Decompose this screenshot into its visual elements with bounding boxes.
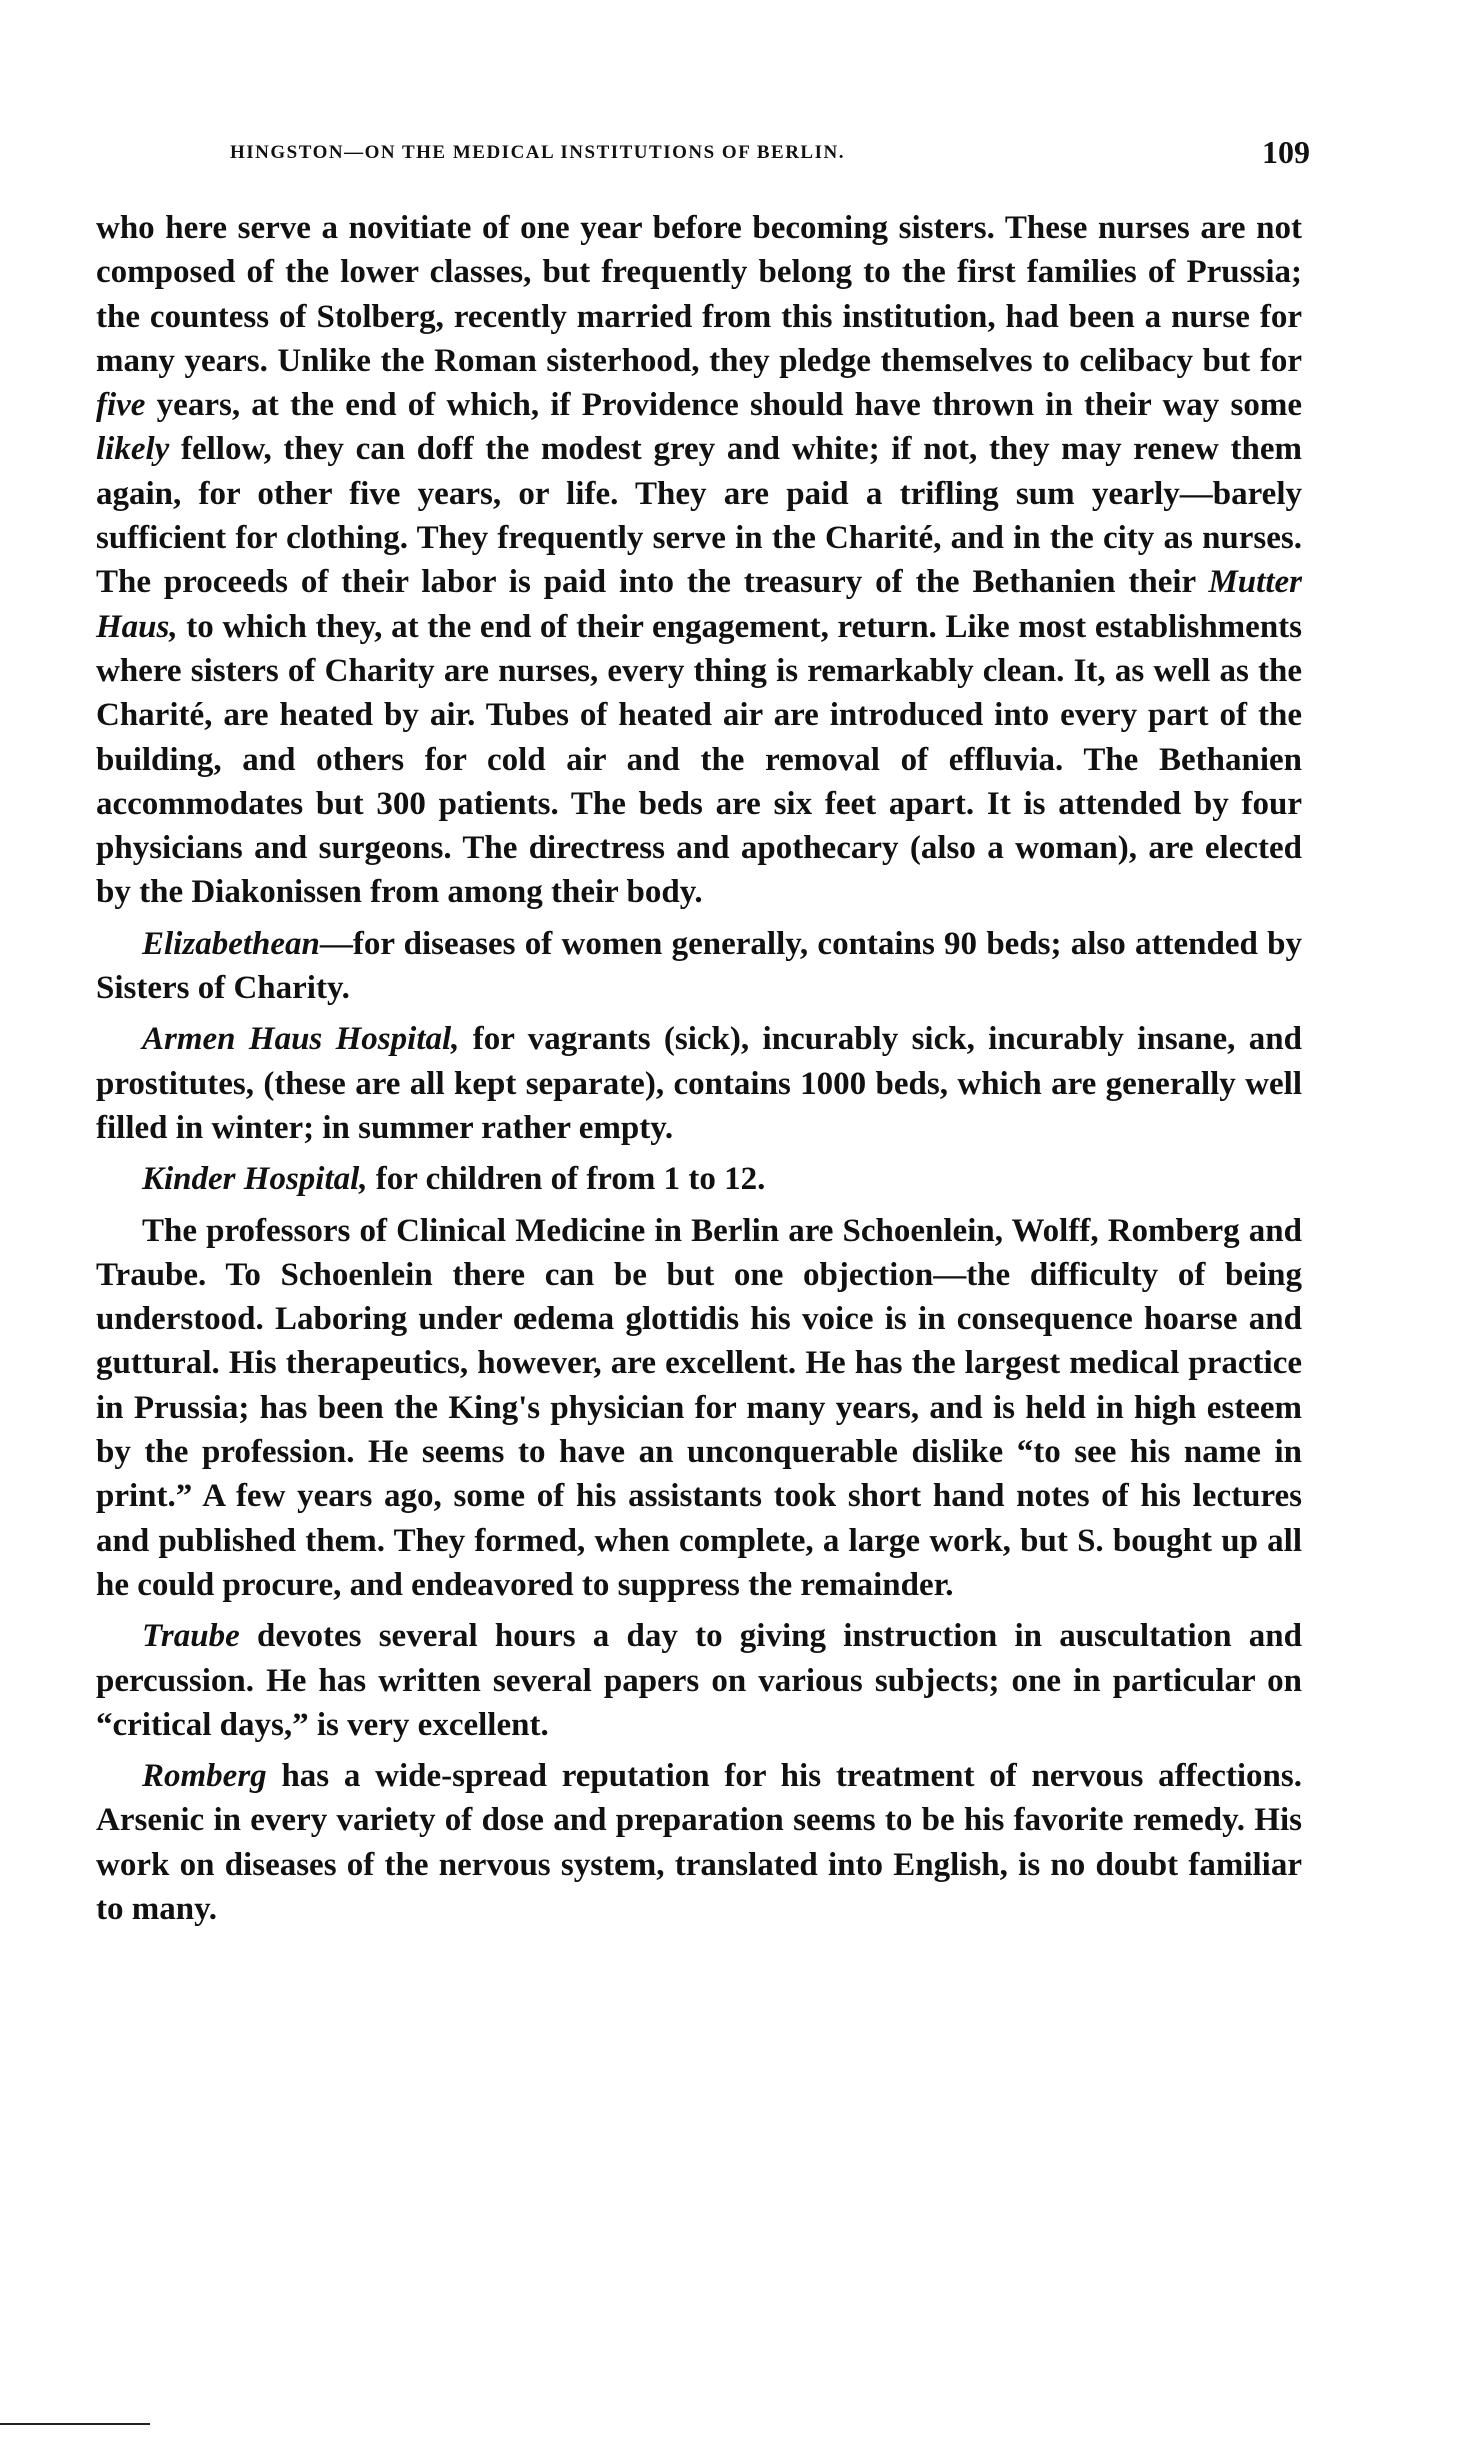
professor-name: Traube	[142, 1618, 240, 1655]
paragraph-kinder-hospital: Kinder Hospital, for children of from 1 to 12.	[142, 1161, 766, 1198]
paragraph-romberg: Romberg has a wide-spread reputation for his treatment of nervous affections. Arsenic in every variety of dose and preparation seems to be his favorite remedy. His work on diseases of the nervous system, translated into English, is no doubt familiar to many.	[96, 1758, 1302, 1927]
hospital-name: Kinder Hospital,	[142, 1161, 368, 1198]
hospital-name: Armen Haus Hospital,	[142, 1021, 460, 1058]
running-head	[230, 134, 1310, 178]
page-number: 109	[1262, 134, 1310, 170]
paragraph-traube: Traube devotes several hours a day to giving instruction in auscultation and percussion. He has written several papers on various subjects; one in particular on “critical days,” is very excellent.	[96, 1618, 1302, 1743]
running-title: HINGSTON—ON THE MEDICAL INSTITUTIONS OF BERLIN.	[230, 142, 845, 163]
body-text	[96, 206, 1302, 1938]
footer-rule	[0, 2423, 150, 2425]
professor-name: Romberg	[142, 1758, 267, 1795]
hospital-name: Elizabethean	[142, 925, 320, 962]
paragraph-armen-haus: Armen Haus Hospital, for vagrants (sick), incurably sick, incurably insane, and prostitutes, (these are all kept separate), contains 1000 beds, which are generally well filled in winter; in summer rather empty.	[96, 1021, 1302, 1146]
paragraph-clinical-professors: The professors of Clinical Medicine in Berlin are Schoenlein, Wolff, Romberg and Traube. To Schoenlein there can be but one objection—the difficulty of being understood. Laboring under œdema glottidis his voice is in consequence hoarse and guttural. His therapeutics, however, are excellent. He has the largest medical practice in Prussia; has been the King's physician for many years, and is held in high esteem by the profession. He seems to have an unconquerable dislike “to see his name in print.” A few years ago, some of his assistants took short hand notes of his lectures and published them. They formed, when complete, a large work, but S. bought up all he could procure, and endeavored to suppress the remainder.	[96, 1212, 1302, 1603]
paragraph-elizabethean: Elizabethean—for diseases of women generally, contains 90 beds; also attended by Sisters of Charity.	[96, 925, 1302, 1007]
paragraph-bethanien-nurses: who here serve a novitiate of one year before becoming sisters. These nurses are not composed of the lower classes, but frequently belong to the first families of Prussia; the countess of Stolberg, recently married from this institution, had been a nurse for many years. Unlike the Roman sisterhood, they pledge themselves to celibacy but for five years, at the end of which, if Providence should have thrown in their way some likely fellow, they can doff the modest grey and white; if not, they may renew them again, for other five years, or life. They are paid a trifling sum yearly—barely sufficient for clothing. They frequently serve in the Charité, and in the city as nurses. The proceeds of their labor is paid into the treasury of the Bethanien their Mutter Haus, to which they, at the end of their engagement, return. Like most establishments where sisters of Charity are nurses, every thing is remarkably clean. It, as well as the Charité, are heated by air. Tubes of heated air are introduced into every part of the building, and others for cold air and the removal of effluvia. The Bethanien accommodates but 300 patients. The beds are six feet apart. It is attended by four physicians and surgeons. The directress and apothecary (also a woman), are elected by the Diakonissen from among their body.	[96, 210, 1302, 911]
